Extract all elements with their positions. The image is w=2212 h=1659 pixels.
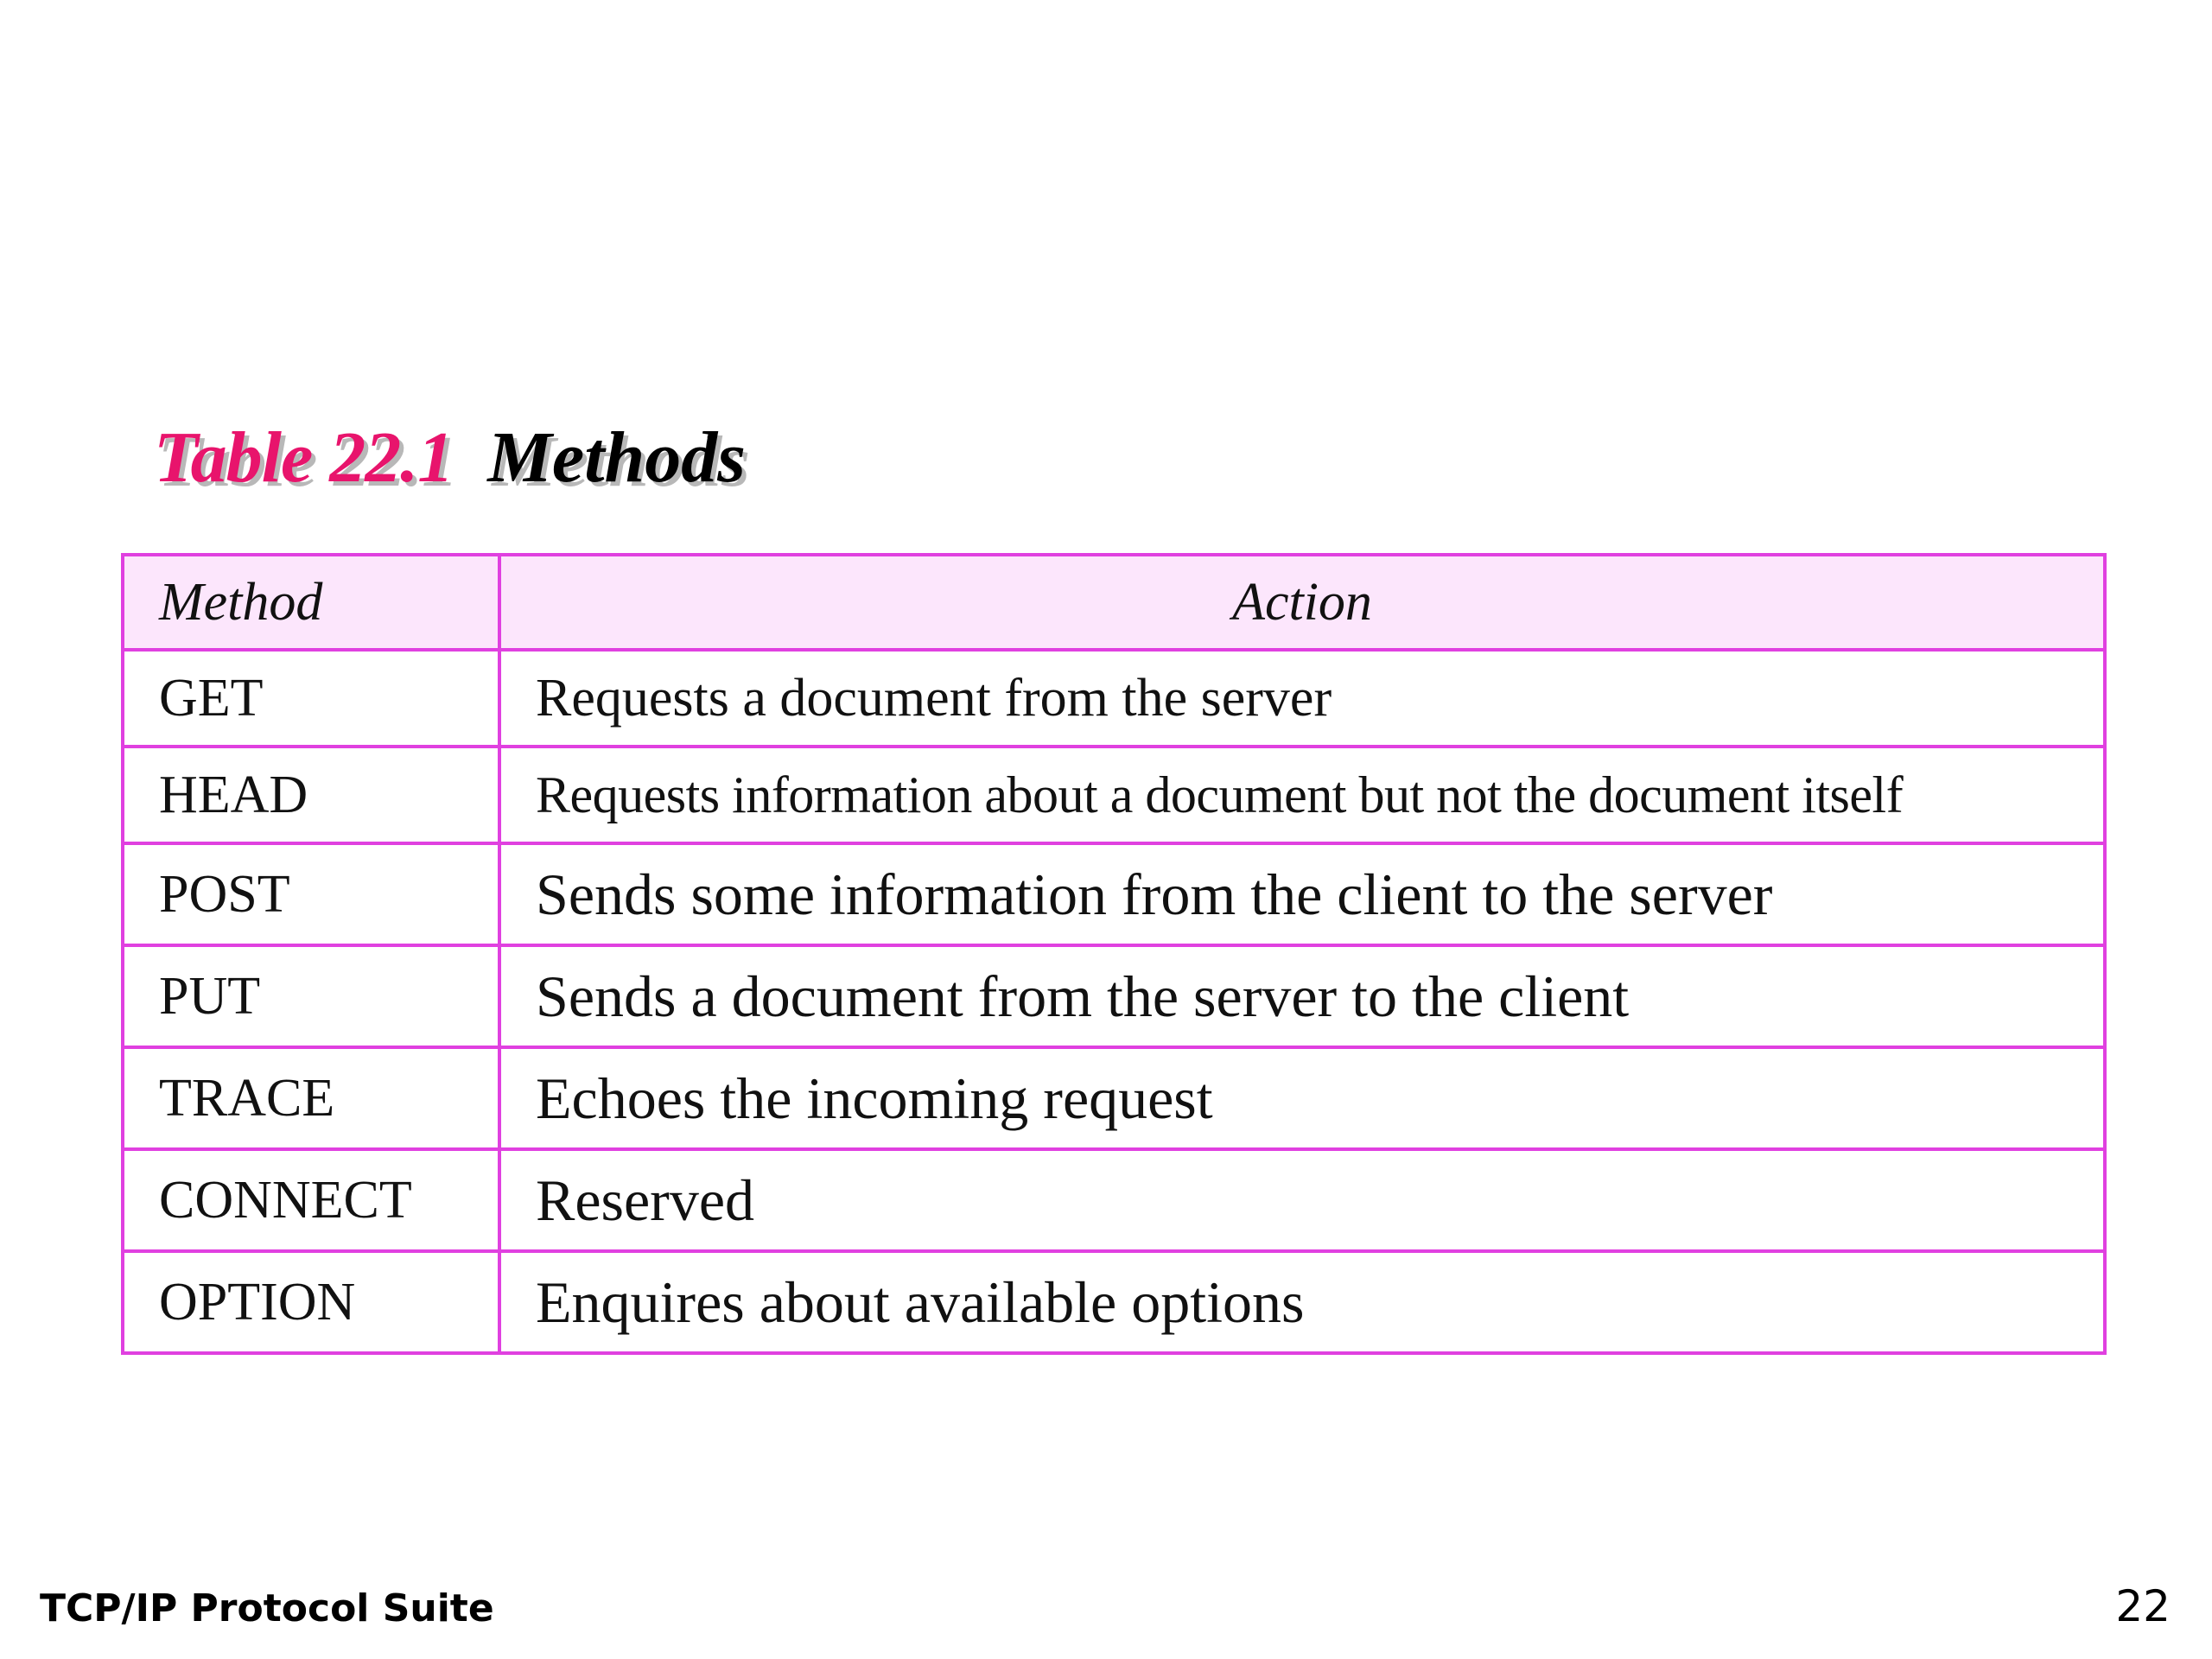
method-cell: OPTION [123, 1251, 499, 1353]
table-row [123, 1047, 2105, 1149]
table-caption [154, 417, 746, 498]
action-cell: Echoes the incoming request [499, 1047, 2105, 1149]
table-row [123, 843, 2105, 945]
methods-table [121, 553, 2107, 1355]
action-cell: Requests a document from the server [499, 650, 2105, 747]
action-cell: Requests information about a document but not the document itself [499, 747, 2105, 843]
table-row [123, 650, 2105, 747]
action-cell: Enquires about available options [499, 1251, 2105, 1353]
table-row [123, 1149, 2105, 1251]
method-cell: TRACE [123, 1047, 499, 1149]
table-row [123, 1251, 2105, 1353]
method-cell: GET [123, 650, 499, 747]
method-cell: CONNECT [123, 1149, 499, 1251]
table-title: Methods [487, 417, 746, 498]
table-number: Table 22.1 [154, 417, 454, 498]
page-number: 22 [2115, 1581, 2171, 1631]
action-cell: Sends some information from the client to the server [499, 843, 2105, 945]
table-header-row [123, 555, 2105, 650]
table-row [123, 747, 2105, 843]
method-cell: HEAD [123, 747, 499, 843]
header-action: Action [499, 555, 2105, 650]
header-method: Method [123, 555, 499, 650]
action-cell: Reserved [499, 1149, 2105, 1251]
footer-source: TCP/IP Protocol Suite [40, 1586, 494, 1630]
action-cell: Sends a document from the server to the client [499, 945, 2105, 1047]
table-row [123, 945, 2105, 1047]
method-cell: POST [123, 843, 499, 945]
method-cell: PUT [123, 945, 499, 1047]
